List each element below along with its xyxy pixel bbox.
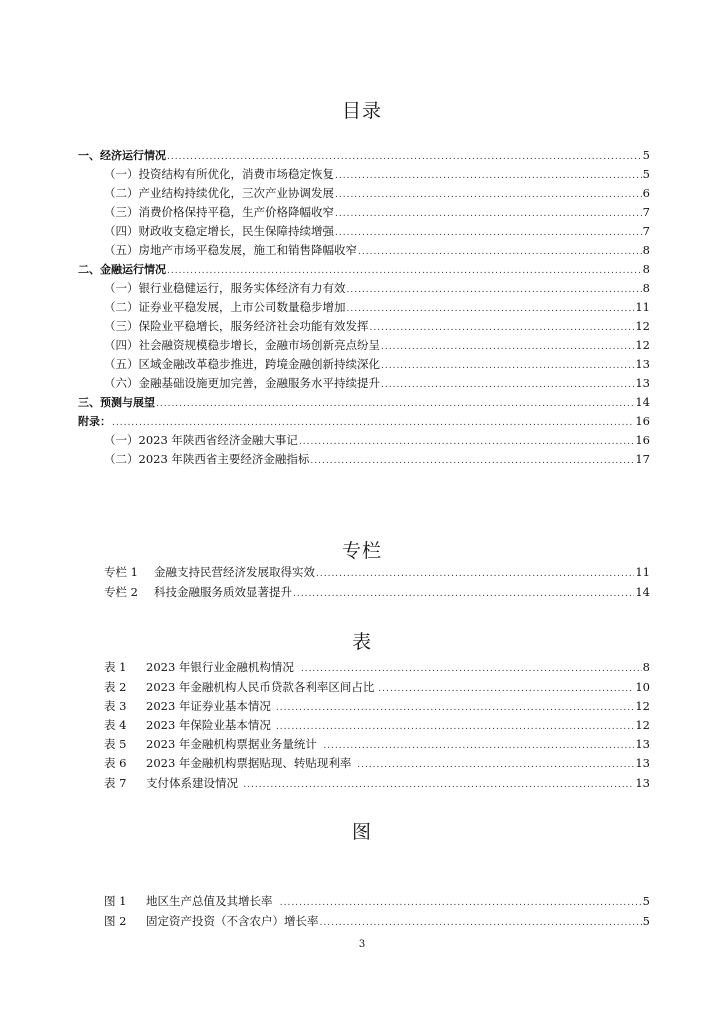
toc-leader xyxy=(370,320,635,336)
toc-leader xyxy=(323,738,634,754)
toc-entry-page: 8 xyxy=(642,262,650,276)
toc-entry[interactable] xyxy=(104,451,650,467)
toc-leader xyxy=(167,263,642,279)
table-title: 支付体系建设情况 xyxy=(146,776,238,790)
table-title: 2023 年金融机构人民币贷款各利率区间占比 xyxy=(146,680,375,694)
toc-entry-text: （五）房地产市场平稳发展，施工和销售降幅收窄 xyxy=(104,243,357,257)
toc-leader xyxy=(276,719,634,735)
toc-entry-text: （六）金融基础设施更加完善，金融服务水平持续提升 xyxy=(104,376,380,390)
toc-leader xyxy=(357,757,634,773)
toc-leader xyxy=(316,566,634,582)
toc-entry-page: 12 xyxy=(635,319,650,333)
toc-leader xyxy=(358,244,642,260)
figure-label: 图 1 xyxy=(104,894,127,908)
toc-entry-text: （一）银行业稳健运行，服务实体经济有力有效 xyxy=(104,281,346,295)
table-label: 表 7 xyxy=(104,776,127,790)
column-label: 专栏 2 xyxy=(104,585,138,599)
table-entry[interactable] xyxy=(104,659,650,675)
toc-leader xyxy=(381,339,634,355)
table-entry[interactable] xyxy=(104,775,650,791)
tables-heading: 表 xyxy=(351,631,372,653)
columns-heading: 专栏 xyxy=(341,540,382,562)
toc-entry[interactable] xyxy=(78,147,650,163)
table-label: 表 1 xyxy=(104,660,127,674)
toc-entry[interactable] xyxy=(104,432,650,448)
figure-page: 5 xyxy=(642,894,650,908)
toc-entry-page: 13 xyxy=(635,357,650,371)
table-label: 表 4 xyxy=(104,718,127,732)
toc-entry-text: （三）消费价格保持平稳，生产价格降幅收窄 xyxy=(104,205,334,219)
figure-entry[interactable] xyxy=(104,913,650,929)
table-page: 13 xyxy=(635,737,650,751)
toc-leader xyxy=(301,661,642,677)
table-label: 表 2 xyxy=(104,680,127,694)
toc-leader xyxy=(378,681,634,697)
toc-entry[interactable] xyxy=(104,356,650,372)
toc-leader xyxy=(276,700,634,716)
column-label: 专栏 1 xyxy=(104,565,138,579)
toc-entry[interactable] xyxy=(104,185,650,201)
toc-entry-text: （三）保险业平稳增长，服务经济社会功能有效发挥 xyxy=(104,319,369,333)
toc-leader xyxy=(310,453,634,469)
toc-entry[interactable] xyxy=(104,204,650,220)
toc-entry[interactable] xyxy=(104,299,650,315)
table-title: 2023 年证券业基本情况 xyxy=(146,699,271,713)
toc-entry-page: 7 xyxy=(642,224,650,238)
table-page: 12 xyxy=(635,699,650,713)
column-entry[interactable] xyxy=(104,584,650,600)
figure-title: 固定资产投资（不含农户）增长率 xyxy=(146,914,319,928)
table-page: 12 xyxy=(635,718,650,732)
table-title: 2023 年金融机构票据贴现、转贴现利率 xyxy=(146,756,352,770)
toc-entry[interactable] xyxy=(104,280,650,296)
table-label: 表 5 xyxy=(104,737,127,751)
toc-leader xyxy=(335,225,642,241)
table-entry[interactable] xyxy=(104,755,650,771)
toc-leader xyxy=(381,358,634,374)
table-entry[interactable] xyxy=(104,717,650,733)
toc-leader xyxy=(243,777,634,793)
toc-entry-page: 5 xyxy=(642,148,650,162)
toc-entry-page: 5 xyxy=(642,167,650,181)
figure-entry[interactable] xyxy=(104,893,650,909)
toc-leader xyxy=(347,301,635,317)
figure-label: 图 2 xyxy=(104,914,127,928)
toc-leader xyxy=(335,187,642,203)
toc-leader xyxy=(335,168,642,184)
table-label: 表 3 xyxy=(104,699,127,713)
toc-entry[interactable] xyxy=(78,413,650,429)
toc-leader xyxy=(167,149,642,165)
table-entry[interactable] xyxy=(104,698,650,714)
toc-leader xyxy=(156,396,634,412)
toc-entry[interactable] xyxy=(104,337,650,353)
toc-entry-page: 14 xyxy=(635,395,650,409)
toc-entry-text: 二、金融运行情况 xyxy=(78,263,166,276)
figures-heading: 图 xyxy=(351,821,372,843)
toc-entry[interactable] xyxy=(104,318,650,334)
toc-entry[interactable] xyxy=(104,223,650,239)
toc-entry-page: 16 xyxy=(635,433,650,447)
toc-entry-page: 16 xyxy=(635,414,650,428)
toc-leader xyxy=(293,586,634,602)
table-title: 2023 年金融机构票据业务量统计 xyxy=(146,737,317,751)
column-page: 11 xyxy=(635,565,650,579)
table-entry[interactable] xyxy=(104,679,650,695)
toc-entry-text: 一、经济运行情况 xyxy=(78,149,166,162)
figure-title: 地区生产总值及其增长率 xyxy=(146,894,273,908)
toc-entry-text: 三、预测与展望 xyxy=(78,396,155,409)
contents-heading: 目录 xyxy=(341,100,382,122)
toc-entry-page: 13 xyxy=(635,376,650,390)
toc-leader xyxy=(299,434,634,450)
toc-entry[interactable] xyxy=(78,261,650,277)
column-title: 金融支持民营经济发展取得实效 xyxy=(154,565,315,579)
toc-entry[interactable] xyxy=(104,375,650,391)
column-page: 14 xyxy=(635,585,650,599)
table-title: 2023 年银行业金融机构情况 xyxy=(146,660,294,674)
toc-entry-text: （二）证券业平稳发展，上市公司数量稳步增加 xyxy=(104,300,346,314)
toc-leader xyxy=(347,282,642,298)
table-page: 13 xyxy=(635,776,650,790)
toc-entry-text: （一）投资结构有所优化，消费市场稳定恢复 xyxy=(104,167,334,181)
table-label: 表 6 xyxy=(104,756,127,770)
toc-entry-page: 12 xyxy=(635,338,650,352)
table-title: 2023 年保险业基本情况 xyxy=(146,718,271,732)
figure-page: 5 xyxy=(642,914,650,928)
toc-entry-text: （一）2023 年陕西省经济金融大事记 xyxy=(104,433,298,447)
toc-leader xyxy=(280,895,642,911)
toc-entry-page: 7 xyxy=(642,205,650,219)
toc-entry-text: 附录： xyxy=(78,415,111,428)
table-page: 10 xyxy=(635,680,650,694)
column-entry[interactable] xyxy=(104,564,650,580)
toc-leader xyxy=(335,206,642,222)
column-title: 科技金融服务质效显著提升 xyxy=(154,585,292,599)
toc-entry-text: （二）产业结构持续优化，三次产业协调发展 xyxy=(104,186,334,200)
toc-entry[interactable] xyxy=(78,394,650,410)
toc-entry-page: 8 xyxy=(642,243,650,257)
toc-entry-text: （四）社会融资规模稳步增长，金融市场创新亮点纷呈 xyxy=(104,338,380,352)
table-page: 13 xyxy=(635,756,650,770)
toc-entry-page: 17 xyxy=(635,452,650,466)
page-number: 3 xyxy=(358,939,366,950)
toc-entry-page: 8 xyxy=(642,281,650,295)
toc-entry[interactable] xyxy=(104,242,650,258)
table-page: 8 xyxy=(642,660,650,674)
toc-entry-text: （二）2023 年陕西省主要经济金融指标 xyxy=(104,452,310,466)
toc-entry-page: 6 xyxy=(642,186,650,200)
toc-leader xyxy=(381,377,634,393)
toc-entry[interactable] xyxy=(104,166,650,182)
toc-leader xyxy=(112,415,634,431)
toc-leader xyxy=(320,915,642,931)
toc-entry-text: （四）财政收支稳定增长，民生保障持续增强 xyxy=(104,224,334,238)
toc-entry-text: （五）区域金融改革稳步推进，跨境金融创新持续深化 xyxy=(104,357,380,371)
toc-entry-page: 11 xyxy=(635,300,650,314)
table-entry[interactable] xyxy=(104,736,650,752)
